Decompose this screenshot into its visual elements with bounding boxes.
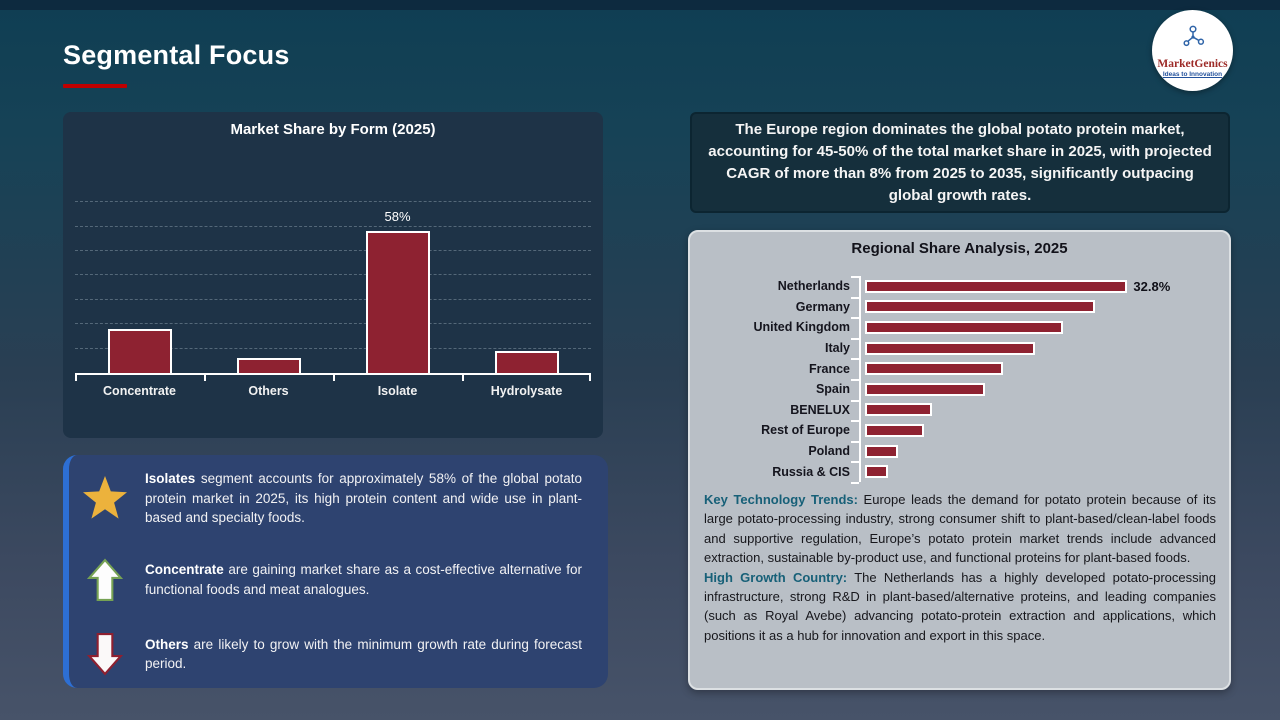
gridline xyxy=(75,323,591,324)
form-chart-panel xyxy=(63,112,603,438)
regional-row-label: Poland xyxy=(808,444,850,459)
insight-text: Others are likely to grow with the minimum growth rate during forecast period. xyxy=(145,636,582,671)
gridline xyxy=(75,226,591,227)
bar-isolate xyxy=(366,231,430,373)
regional-chart-plot xyxy=(706,276,1217,483)
regional-note: High Growth Country: The Netherlands has a highly developed potato-processing infrastructure, strong R&D in plant-based/alternative proteins, and leading companies (such as Royal Avebe) advancing potato-protein extraction and applications, which positions it as a hub for innovation and export in this space. xyxy=(704,569,1216,643)
insight-keyword: Isolates xyxy=(145,471,196,486)
down-arrow-icon xyxy=(81,632,129,676)
regional-axis-line xyxy=(859,276,861,482)
bar-concentrate xyxy=(108,329,172,373)
category-label: Isolate xyxy=(377,384,418,398)
regional-bar xyxy=(865,321,1063,334)
bar-others xyxy=(237,358,301,373)
regional-row xyxy=(706,276,1217,297)
regional-axis-tick xyxy=(851,317,859,319)
regional-row-label: Rest of Europe xyxy=(761,423,850,438)
regional-axis-tick xyxy=(851,482,859,484)
regional-bar xyxy=(865,362,1003,375)
note-heading: High Growth Country: xyxy=(704,569,848,585)
regional-bar xyxy=(865,403,932,416)
regional-axis-tick xyxy=(851,379,859,381)
regional-row-label: France xyxy=(809,361,850,376)
category-label: Concentrate xyxy=(103,384,176,398)
regional-row xyxy=(706,297,1217,318)
regional-note: Key Technology Trends: Europe leads the demand for potato protein because of its large potato-processing industry, strong consumer shift to plant-based/clean-label foods and supportive regulation, Europe’s potato protein market trends include advanced extraction, sustainable by-product use, and functional proteins for plant-based foods. xyxy=(704,492,1216,566)
europe-highlight-box xyxy=(690,112,1230,213)
insights-box xyxy=(63,455,608,688)
bar-hydrolysate xyxy=(495,351,559,373)
regional-row xyxy=(706,358,1217,379)
regional-row xyxy=(706,400,1217,421)
axis-tick xyxy=(75,375,77,381)
form-chart-title: Market Share by Form (2025) xyxy=(230,121,436,138)
category-label: Hydrolysate xyxy=(490,384,563,398)
regional-axis-tick xyxy=(851,400,859,402)
up-arrow-icon xyxy=(81,558,129,602)
star-icon xyxy=(81,476,129,520)
top-strip xyxy=(0,0,1280,10)
regional-bar xyxy=(865,280,1127,293)
regional-bar xyxy=(865,465,888,478)
regional-bar xyxy=(865,342,1035,355)
regional-row-label: Germany xyxy=(795,299,850,314)
regional-chart-title: Regional Share Analysis, 2025 xyxy=(851,240,1068,257)
regional-axis-tick xyxy=(851,276,859,278)
insight-text: Isolates segment accounts for approximately 58% of the global potato protein market in 2025, its high protein content and wide use in plant-based and specialty foods. xyxy=(145,471,582,525)
axis-tick xyxy=(204,375,206,381)
axis-tick xyxy=(589,375,591,381)
regional-row xyxy=(706,461,1217,482)
regional-row-label: Russia & CIS xyxy=(772,464,850,479)
insight-keyword: Concentrate xyxy=(145,562,224,578)
regional-bar xyxy=(865,445,898,458)
insight-text: Concentrate are gaining market share as a cost-effective alternative for functional foods and meat analogues. xyxy=(145,562,582,597)
regional-bar xyxy=(865,383,985,396)
gridline xyxy=(75,299,591,300)
regional-row xyxy=(706,338,1217,359)
network-icon xyxy=(1179,24,1207,57)
regional-row-label: United Kingdom xyxy=(753,320,850,335)
logo xyxy=(1152,10,1233,91)
regional-row-label: Spain xyxy=(815,382,850,397)
bar-value-label: 58% xyxy=(384,209,411,225)
europe-highlight-text: The Europe region dominates the global potato protein market, accounting for 45-50% of the total market share in 2025, with projected CAGR of more than 8% from 2025 to 2035, significantly outpacing global growth rates. xyxy=(708,120,1212,204)
regional-notes xyxy=(704,490,1216,645)
regional-row xyxy=(706,441,1217,462)
insight-item xyxy=(81,632,582,676)
regional-row-label: BENELUX xyxy=(790,402,850,417)
regional-bar xyxy=(865,424,924,437)
regional-row xyxy=(706,420,1217,441)
regional-row xyxy=(706,317,1217,338)
insight-item xyxy=(81,558,582,602)
gridline xyxy=(75,274,591,275)
insight-keyword: Others xyxy=(145,636,189,652)
regional-row xyxy=(706,379,1217,400)
page-title: Segmental Focus xyxy=(63,40,290,70)
logo-name: MarketGenics xyxy=(1157,57,1228,70)
logo-tagline: Ideas to Innovation xyxy=(1162,70,1223,78)
axis-tick xyxy=(462,375,464,381)
gridline xyxy=(75,250,591,251)
category-label: Others xyxy=(248,384,289,398)
regional-axis-tick xyxy=(851,297,859,299)
regional-axis-tick xyxy=(851,441,859,443)
regional-axis-tick xyxy=(851,420,859,422)
note-heading: Key Technology Trends: xyxy=(704,492,858,507)
gridline xyxy=(75,201,591,202)
regional-axis-tick xyxy=(851,461,859,463)
regional-bar-value: 32.8% xyxy=(1133,278,1171,294)
regional-axis-tick xyxy=(851,358,859,360)
title-underline xyxy=(63,84,127,88)
regional-row-label: Italy xyxy=(824,341,850,356)
regional-panel xyxy=(688,230,1231,690)
regional-row-label: Netherlands xyxy=(777,279,850,294)
axis-tick xyxy=(333,375,335,381)
regional-bar xyxy=(865,300,1095,313)
form-chart-category-labels xyxy=(75,384,591,398)
insight-item xyxy=(81,469,582,528)
form-chart-plot xyxy=(75,204,591,375)
regional-axis-tick xyxy=(851,338,859,340)
